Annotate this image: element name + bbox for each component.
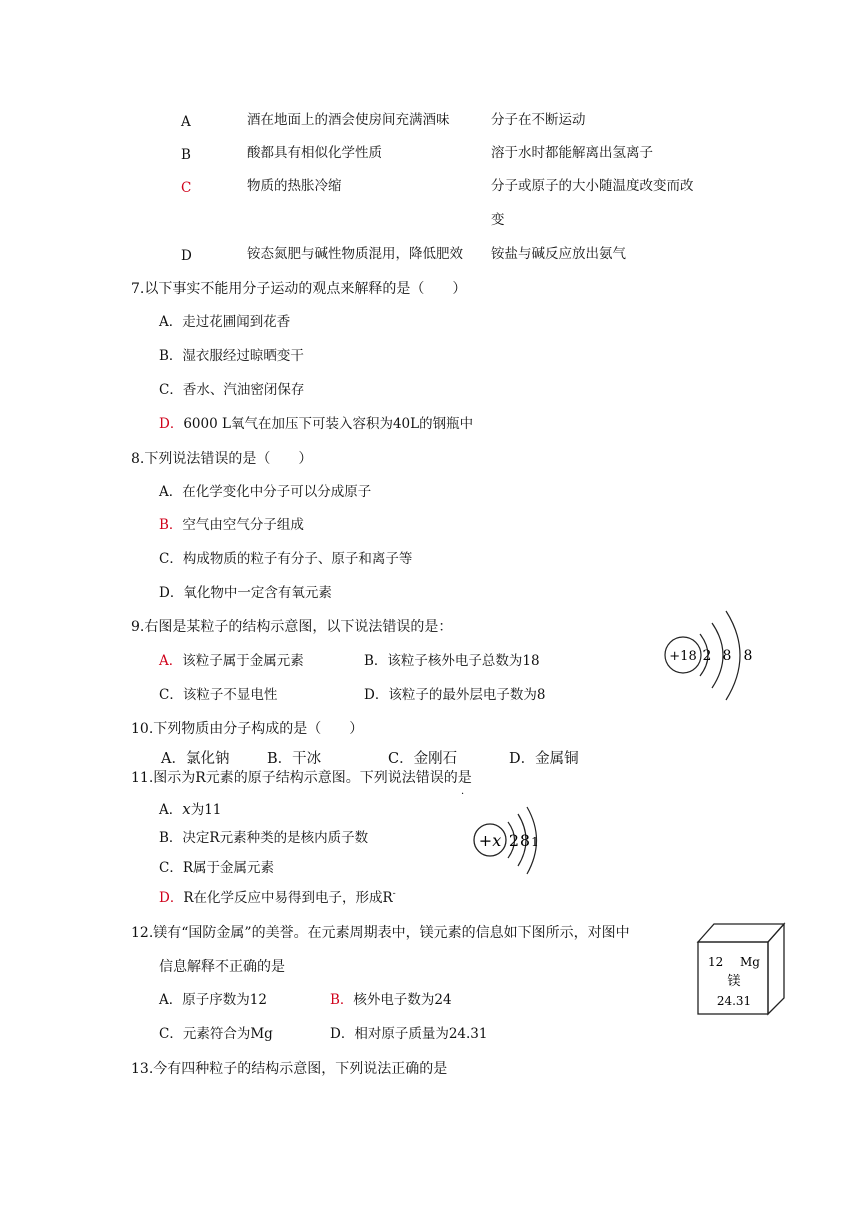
table-row-a-letter: A — [181, 114, 191, 130]
q10-option-d: D．金属铜 — [509, 751, 579, 767]
q9-option-b: B．该粒子核外电子总数为18 — [364, 653, 540, 669]
table-row-c-fact: 物质的热胀冷缩 — [247, 178, 342, 194]
q11-shell-count-1: 2 — [508, 831, 520, 850]
q8-option-a: A．在化学变化中分子可以分成原子 — [159, 484, 372, 500]
q9-shell-count-3: 8 — [743, 648, 753, 664]
q11-shell-count-2: 8 — [519, 831, 531, 850]
q8-stem: 8.下列说法错误的是（ ） — [131, 451, 313, 467]
q12-option-c: C．元素符合为Mg — [159, 1026, 273, 1042]
q12-option-a: A．原子序数为12 — [159, 992, 267, 1008]
table-row-c-explanation-cont: 变 — [491, 212, 505, 228]
q9-option-a: A．该粒子属于金属元素 — [159, 653, 304, 669]
q7-option-c: C．香水、汽油密闭保存 — [159, 382, 305, 398]
q11-option-a: A．x为11 — [159, 800, 222, 818]
q9-nucleus-label: +18 — [669, 649, 697, 664]
q11-option-b: B．决定R元素种类的是核内质子数 — [159, 830, 369, 846]
q12-stem-cont: 信息解释不正确的是 — [159, 959, 285, 975]
table-row-c-explanation: 分子或原子的大小随温度改变而改 — [491, 178, 694, 194]
mg-symbol: Mg — [740, 955, 760, 969]
q11-stem: 11.图示为R元素的原子结构示意图。下列说法错误的是 — [131, 770, 472, 786]
q12-stem: 12.镁有“国防金属”的美誉。在元素周期表中，镁元素的信息如下图所示，对图中 — [131, 925, 630, 941]
table-row-a-explanation: 分子在不断运动 — [491, 112, 586, 128]
mg-box-side — [768, 924, 784, 1014]
q7-option-a: A．走过花圃闻到花香 — [159, 314, 291, 330]
mg-name: 镁 — [727, 974, 741, 989]
q10-option-a: A．氯化钠 — [161, 751, 230, 767]
table-row-a-fact: 酒在地面上的酒会使房间充满酒味 — [247, 112, 450, 128]
q8-option-b: B．空气由空气分子组成 — [159, 517, 304, 533]
q8-option-d: D．氧化物中一定含有氧元素 — [159, 585, 332, 601]
q9-shell-arc-2 — [712, 623, 723, 688]
q7-stem: 7.以下事实不能用分子运动的观点来解释的是（ ） — [131, 281, 467, 297]
table-row-b-explanation: 溶于水时都能解离出氢离子 — [491, 145, 653, 161]
table-row-b-fact: 酸都具有相似化学性质 — [247, 145, 382, 161]
table-row-d-explanation: 铵盐与碱反应放出氨气 — [491, 246, 626, 262]
table-row-d-fact: 铵态氮肥与碱性物质混用，降低肥效 — [247, 246, 463, 262]
q9-shell-count-1: 2 — [702, 648, 712, 664]
q9-option-c: C．该粒子不显电性 — [159, 687, 278, 703]
q9-stem: 9.右图是某粒子的结构示意图，以下说法错误的是： — [131, 619, 453, 635]
table-row-c-letter: C — [181, 180, 192, 196]
q9-option-d: D．该粒子的最外层电子数为8 — [364, 687, 546, 703]
q11-option-c: C．R属于金属元素 — [159, 860, 275, 876]
table-row-b-letter: B — [181, 147, 191, 163]
q7-option-b: B．湿衣服经过晾晒变干 — [159, 348, 304, 364]
mg-atomic-number: 12 — [708, 955, 724, 969]
mg-element-box — [696, 922, 788, 1016]
q9-atom-diagram — [660, 604, 770, 716]
q11-shell-count-3: 1 — [531, 835, 539, 849]
q11-option-d: D．R在化学反应中易得到电子，形成R- — [159, 889, 396, 906]
q12-option-d: D．相对原子质量为24.31 — [330, 1026, 488, 1042]
q10-option-b: B．干冰 — [267, 751, 322, 767]
q8-option-c: C．构成物质的粒子有分子、原子和离子等 — [159, 551, 413, 567]
q7-option-d: D．6000 L氧气在加压下可装入容积为40L的钢瓶中 — [159, 416, 474, 432]
q10-stem: 10.下列物质由分子构成的是（ ） — [131, 721, 364, 737]
mg-mass: 24.31 — [716, 994, 752, 1008]
q10-option-c: C．金刚石 — [388, 751, 458, 767]
q9-shell-count-2: 8 — [722, 648, 732, 664]
table-row-d-letter: D — [181, 248, 192, 264]
q12-option-b: B．核外电子数为24 — [330, 992, 452, 1008]
q13-stem: 13.今有四种粒子的结构示意图，下列说法正确的是 — [131, 1061, 448, 1077]
q11-nucleus-label: +x — [478, 831, 502, 850]
q11-atom-diagram — [468, 806, 548, 878]
emphasis-dot: · — [461, 789, 465, 800]
